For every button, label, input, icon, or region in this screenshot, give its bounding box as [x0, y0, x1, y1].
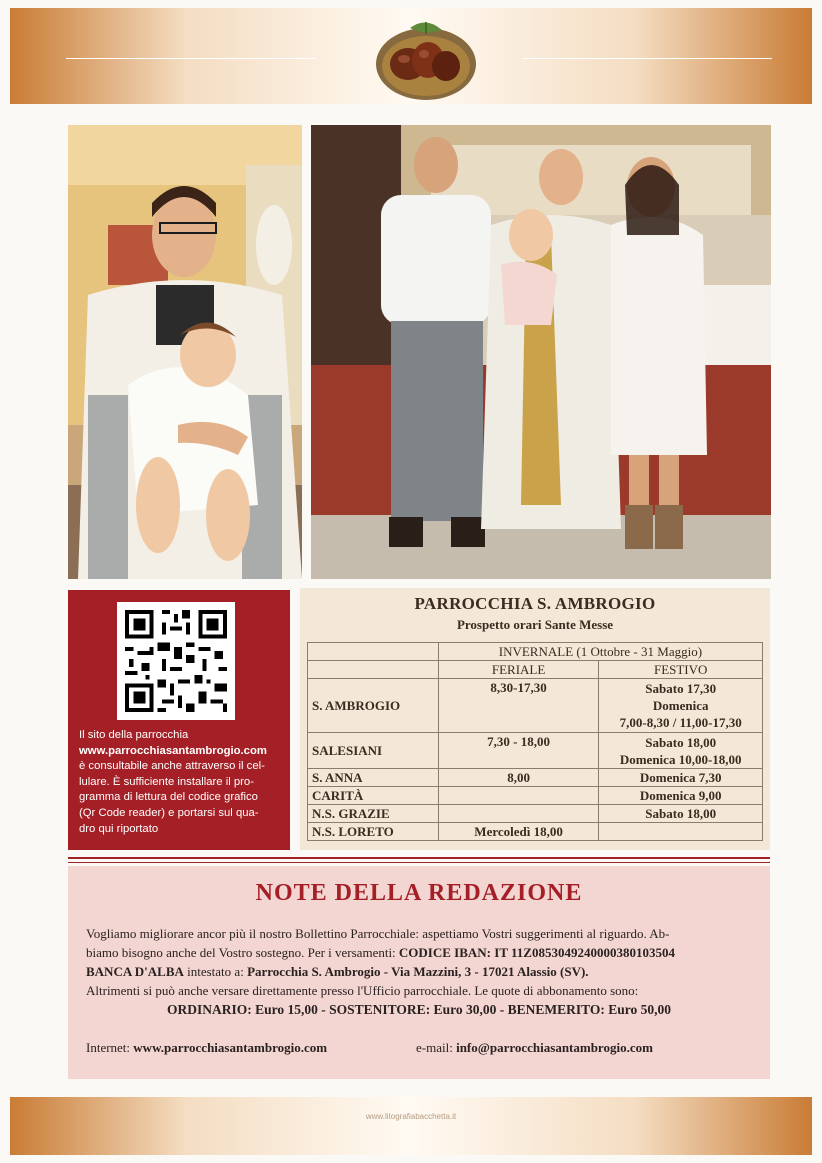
- header-rule-right: [522, 58, 772, 59]
- table-row: [308, 733, 763, 769]
- feriale-time: 8,30-17,30: [438, 679, 599, 733]
- table-row: [308, 787, 763, 805]
- website-link[interactable]: www.parrocchiasantambrogio.com: [79, 744, 267, 757]
- header-rule-left: [66, 58, 316, 59]
- schedule-subtitle: Prospetto orari Sante Messe: [456, 617, 614, 632]
- footer-band: [10, 1097, 812, 1155]
- feriale-time: [438, 805, 599, 823]
- qr-description: [79, 728, 285, 837]
- column-header-feriale: FERIALE: [438, 661, 599, 679]
- bank-name: BANCA D'ALBA: [86, 964, 184, 979]
- table-row: [308, 679, 763, 733]
- festivo-times: Sabato 17,30 Domenica 7,00-8,30 / 11,00-17,30: [599, 679, 763, 733]
- account-holder: Parrocchia S. Ambrogio - Via Mazzini, 3 - 17021 Alassio (SV).: [247, 964, 589, 979]
- section-divider: [68, 862, 770, 863]
- column-header-festivo: FESTIVO: [599, 661, 763, 679]
- photo-priest-with-baby: [68, 125, 302, 579]
- qr-text-line: Il sito della parrocchia: [79, 729, 189, 741]
- qr-text-line: (Qr Code reader) e portarsi sul qua-: [79, 806, 259, 819]
- feriale-time: 7,30 - 18,00: [438, 733, 599, 769]
- church-name: N.S. LORETO: [308, 823, 439, 841]
- table-row: [308, 769, 763, 787]
- festivo-times: Domenica 7,30: [599, 769, 763, 787]
- table-row: [308, 823, 763, 841]
- photo-family-at-altar: [311, 125, 771, 579]
- qr-text-line: dro qui riportato: [79, 822, 159, 835]
- email-contact: e-mail: info@parrocchiasantambrogio.com: [416, 1040, 653, 1055]
- printer-credit[interactable]: www.litografiabacchetta.it: [365, 1112, 457, 1121]
- qr-code-panel: [68, 590, 290, 850]
- website-link[interactable]: www.parrocchiasantambrogio.com: [133, 1040, 328, 1055]
- church-name: SALESIANI: [308, 733, 439, 769]
- table-row: [308, 643, 763, 661]
- festivo-times: Domenica 9,00: [599, 787, 763, 805]
- editorial-notes-panel: [68, 866, 770, 1079]
- qr-text-line: lulare. È sufficiente installare il pro-: [79, 775, 254, 788]
- qr-code[interactable]: [117, 602, 235, 720]
- season-header: INVERNALE (1 Ottobre - 31 Maggio): [438, 643, 762, 661]
- schedule-table: [307, 642, 763, 841]
- internet-contact: Internet: www.parrocchiasantambrogio.com: [86, 1040, 328, 1055]
- subscription-fees: ORDINARIO: Euro 15,00 - SOSTENITORE: Euro 30,00 - BENEMERITO: Euro 50,00: [167, 1002, 671, 1017]
- festivo-times: Sabato 18,00 Domenica 10,00-18,00: [599, 733, 763, 769]
- header-band: [10, 8, 812, 104]
- notes-line: Altrimenti si può anche versare direttamente presso l'Ufficio parrocchiale. Le quote di abbonamento sono:: [86, 983, 639, 998]
- notes-line: biamo bisogno anche del Vostro sostegno. Per i versamenti: CODICE IBAN: IT 11Z0853049240000380103504: [86, 945, 675, 960]
- festivo-times: [599, 823, 763, 841]
- church-name: N.S. GRAZIE: [308, 805, 439, 823]
- schedule-title: PARROCCHIA S. AMBROGIO: [414, 594, 656, 613]
- feriale-time: [438, 787, 599, 805]
- table-row: [308, 805, 763, 823]
- mass-schedule-panel: [300, 588, 770, 850]
- notes-title: NOTE DELLA REDAZIONE: [255, 880, 583, 906]
- qr-text-line: gramma di lettura del codice grafico: [79, 791, 258, 804]
- iban-code: CODICE IBAN: IT 11Z0853049240000380103504: [398, 945, 675, 960]
- church-name: CARITÀ: [308, 787, 439, 805]
- church-name: S. AMBROGIO: [308, 679, 439, 733]
- feriale-time: Mercoledì 18,00: [438, 823, 599, 841]
- feriale-time: 8,00: [438, 769, 599, 787]
- festivo-times: Sabato 18,00: [599, 805, 763, 823]
- section-divider: [68, 857, 770, 859]
- qr-text-line: è consultabile anche attraverso il cel-: [79, 760, 265, 773]
- notes-line: Vogliamo migliorare ancor più il nostro Bollettino Parrocchiale: aspettiamo Vostri suggerimenti al riguardo. Ab-: [86, 926, 670, 941]
- church-name: S. ANNA: [308, 769, 439, 787]
- email-link[interactable]: info@parrocchiasantambrogio.com: [456, 1040, 653, 1055]
- table-row: [308, 661, 763, 679]
- notes-line: BANCA D'ALBA intestato a: Parrocchia S. Ambrogio - Via Mazzini, 3 - 17021 Alassio (SV).: [86, 964, 589, 979]
- notes-body: [86, 924, 756, 1000]
- chestnut-illustration: [370, 14, 482, 104]
